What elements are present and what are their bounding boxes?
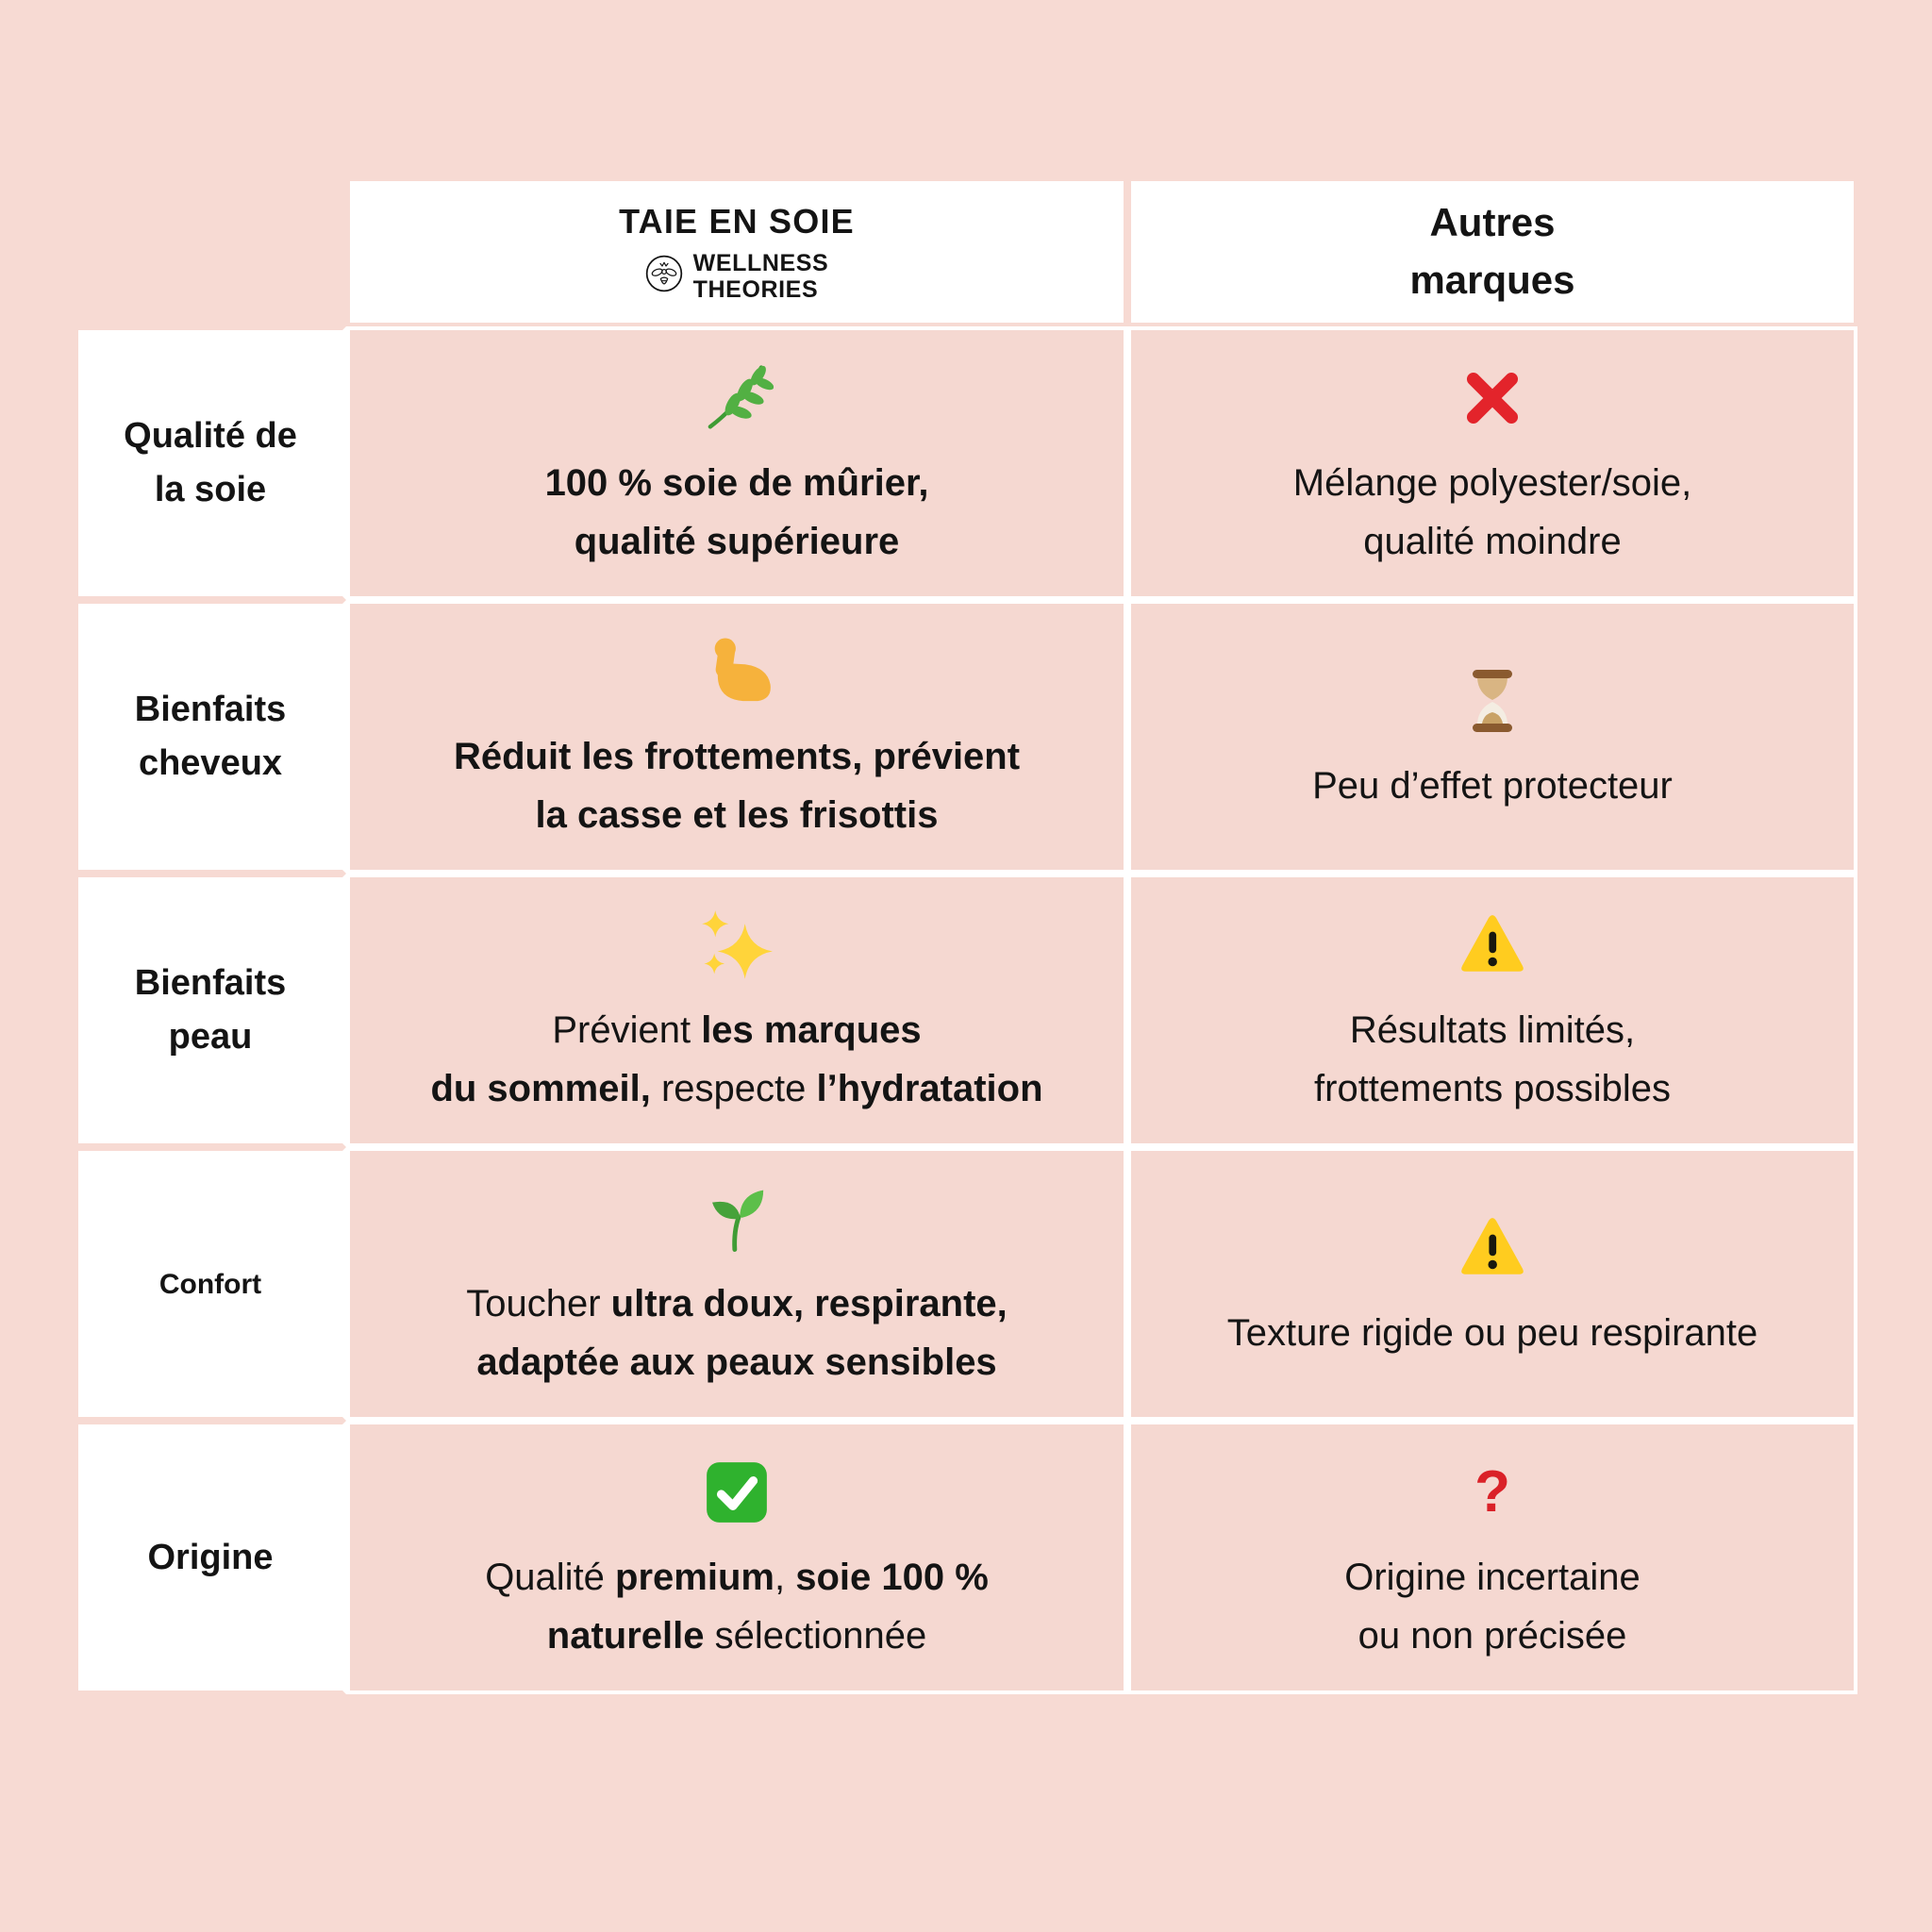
row-label-cell — [75, 1421, 346, 1694]
row-label-line: Origine — [147, 1537, 274, 1577]
hourglass-icon — [1458, 658, 1526, 743]
check-icon — [702, 1450, 772, 1535]
cell-text-line — [466, 1274, 1008, 1333]
row-label-line: Bienfaits — [134, 963, 287, 1003]
brand-cell — [346, 1147, 1127, 1421]
text-segment: Prévient — [552, 1009, 702, 1051]
row-label-line: Bienfaits — [134, 690, 287, 729]
text-segment-bold: qualité supérieure — [574, 521, 900, 562]
cell-text-line — [430, 1001, 1042, 1059]
brand-cell — [346, 874, 1127, 1147]
brand-header-cell — [346, 177, 1127, 326]
cell-text-line — [485, 1607, 989, 1665]
row-label-cell — [75, 874, 346, 1147]
warning-icon — [1457, 1206, 1527, 1291]
row-label-line: Confort — [158, 1268, 262, 1300]
brand-cell-text — [545, 454, 929, 571]
others-title — [1409, 194, 1574, 309]
text-segment: sélectionnée — [704, 1615, 927, 1657]
text-segment-bold: adaptée aux peaux sensibles — [476, 1341, 997, 1383]
text-segment: Résultats limités, — [1349, 1009, 1636, 1051]
text-segment: frottements possibles — [1314, 1068, 1671, 1109]
cell-text-line — [485, 1548, 989, 1607]
text-segment: ou non précisée — [1357, 1615, 1627, 1657]
row-label-line: la soie — [154, 470, 267, 509]
text-segment-bold: soie 100 % — [795, 1557, 989, 1598]
cell-text-line — [1227, 1304, 1758, 1362]
muscle-icon — [699, 629, 774, 714]
text-segment-bold: Réduit les frottements, prévient — [453, 736, 1021, 777]
text-segment-bold: naturelle — [546, 1615, 705, 1657]
question-mark: ? — [1474, 1459, 1510, 1524]
cell-text-line — [1344, 1548, 1641, 1607]
text-segment-bold: l’hydratation — [816, 1068, 1043, 1109]
others-cell — [1127, 874, 1857, 1147]
others-cell-text — [1314, 1001, 1671, 1118]
cell-text-line — [454, 727, 1020, 786]
text-segment-bold: ultra doux, respirante, — [610, 1283, 1008, 1324]
sparkles-icon — [700, 903, 774, 988]
cell-text-line — [1293, 512, 1691, 571]
brand-cell-text — [485, 1548, 989, 1665]
others-header-cell — [1127, 177, 1857, 326]
corner-cell — [75, 177, 346, 326]
brand-cell — [346, 600, 1127, 874]
others-cell-text — [1312, 757, 1673, 815]
comparison-table — [75, 177, 1857, 1694]
row-label-cell — [75, 1147, 346, 1421]
brand-name-line2: THEORIES — [692, 275, 819, 303]
seedling-icon — [700, 1176, 774, 1261]
text-segment: respecte — [650, 1068, 817, 1109]
brand-cell-text — [454, 727, 1020, 844]
text-segment: , — [774, 1557, 796, 1598]
text-segment-bold: premium — [615, 1557, 774, 1598]
brand-name — [693, 250, 829, 303]
cell-text-line — [545, 512, 929, 571]
row-label-line: peau — [168, 1017, 253, 1057]
others-cell-text — [1227, 1304, 1758, 1362]
others-cell — [1127, 1421, 1857, 1694]
brand-cell-text — [466, 1274, 1008, 1391]
text-segment: Texture rigide ou peu respirante — [1226, 1312, 1758, 1354]
cell-text-line — [1293, 454, 1691, 512]
text-segment: Qualité — [485, 1557, 616, 1598]
brand-cell-text — [430, 1001, 1042, 1118]
brand-name-line1: WELLNESS — [692, 249, 829, 276]
bee-logo-icon — [645, 255, 683, 297]
brand-cell — [346, 1421, 1127, 1694]
others-title-line2: marques — [1409, 258, 1575, 302]
others-cell — [1127, 326, 1857, 600]
cell-text-line — [1312, 757, 1673, 815]
cross-icon — [1461, 356, 1524, 441]
text-segment-bold: du sommeil, — [430, 1068, 651, 1109]
cell-text-line — [1314, 1001, 1671, 1059]
row-label-line: cheveux — [138, 743, 283, 783]
brand-title: TAIE EN SOIE — [619, 201, 855, 241]
text-segment: Origine incertaine — [1344, 1557, 1641, 1598]
others-cell — [1127, 600, 1857, 874]
text-segment-bold: les marques — [701, 1009, 922, 1051]
text-segment: qualité moindre — [1363, 521, 1622, 562]
brand-logo-row — [645, 250, 829, 303]
text-segment-bold: la casse et les frisottis — [535, 794, 939, 836]
row-label-cell — [75, 600, 346, 874]
text-segment: Mélange polyester/soie, — [1292, 462, 1692, 504]
cell-text-line — [545, 454, 929, 512]
others-cell-text — [1293, 454, 1691, 571]
brand-cell — [346, 326, 1127, 600]
row-label-cell — [75, 326, 346, 600]
cell-text-line — [466, 1333, 1008, 1391]
cell-text-line — [1344, 1607, 1641, 1665]
others-cell — [1127, 1147, 1857, 1421]
others-title-line1: Autres — [1429, 200, 1556, 245]
others-cell-text — [1344, 1548, 1641, 1665]
text-segment: Peu d’effet protecteur — [1312, 765, 1673, 807]
row-label-line: Qualité de — [124, 416, 297, 456]
cell-text-line — [454, 786, 1020, 844]
text-segment: Toucher — [466, 1283, 611, 1324]
cell-text-line — [430, 1059, 1042, 1118]
cell-text-line — [1314, 1059, 1671, 1118]
text-segment-bold: 100 % soie de mûrier, — [544, 462, 929, 504]
question-icon — [1474, 1450, 1510, 1535]
warning-icon — [1457, 903, 1527, 988]
herb-icon — [700, 356, 774, 441]
